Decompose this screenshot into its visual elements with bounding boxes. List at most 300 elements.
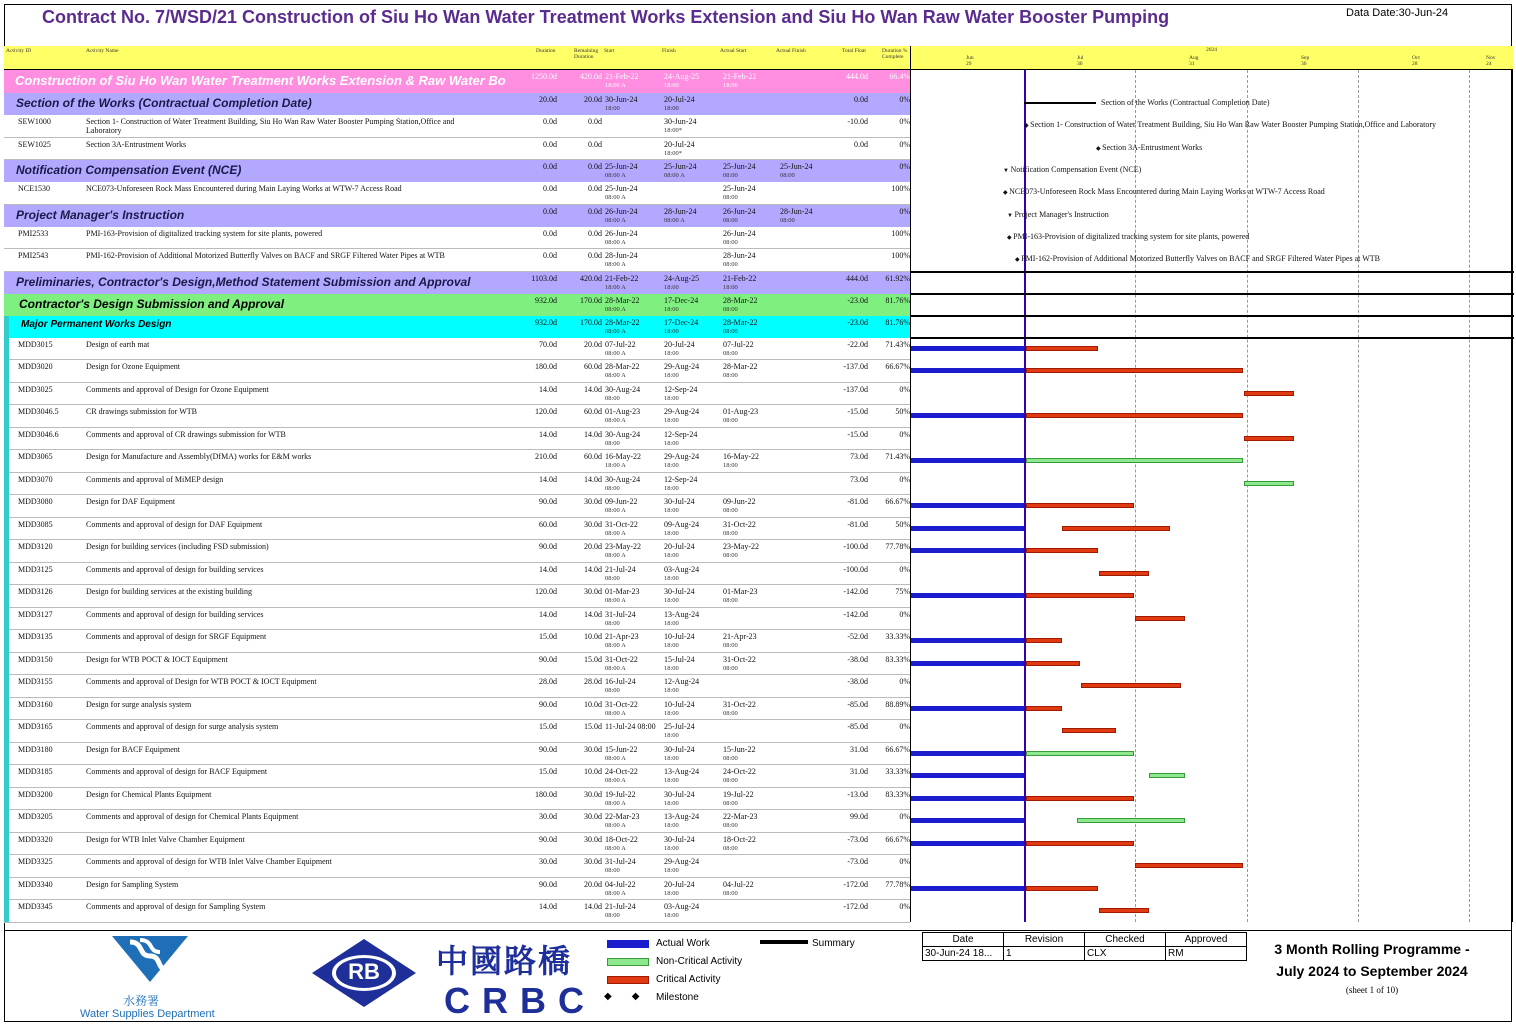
- cell-start-time: 08:00: [605, 867, 620, 874]
- cell-rem: 170.0d: [580, 295, 602, 305]
- actual-work-bar[interactable]: [911, 413, 1024, 418]
- noncritical-activity-bar[interactable]: [1244, 481, 1294, 486]
- cell-start-time: 08:00 A: [605, 529, 626, 537]
- critical-activity-bar[interactable]: [1062, 526, 1170, 531]
- cell-dur: 90.0d: [539, 699, 557, 709]
- cell-start: 09-Jun-22: [605, 497, 638, 506]
- cell-finish: 30-Jul-24: [664, 587, 695, 596]
- cell-astart-time: 08:00: [723, 216, 738, 224]
- table-row[interactable]: [4, 878, 910, 901]
- legend-actual-swatch: [607, 940, 649, 948]
- cell-finish: 24-Aug-25: [664, 72, 700, 81]
- cell-finish-time: 18:00: [664, 687, 679, 694]
- cell-start-time: 08:00 A: [605, 261, 626, 268]
- cell-start: 21-Apr-23: [605, 632, 639, 641]
- cell-rem: 20.0d: [584, 339, 602, 349]
- actual-work-bar[interactable]: [911, 346, 1024, 351]
- activity-name: Comments and approval of MiMEP design: [86, 474, 224, 484]
- cell-pct: 50%: [895, 519, 910, 529]
- cell-float: -73.0d: [847, 834, 868, 844]
- cell-astart: 19-Jul-22: [723, 789, 754, 799]
- table-row[interactable]: [4, 563, 910, 586]
- table-row[interactable]: [4, 338, 910, 361]
- programme-title-line1: 3 Month Rolling Programme -: [1274, 941, 1470, 957]
- table-row[interactable]: [4, 608, 910, 631]
- table-row[interactable]: [4, 675, 910, 698]
- col-pct-complete[interactable]: Duration % Complete: [882, 48, 908, 60]
- cell-float: -172.0d: [843, 879, 868, 889]
- table-row[interactable]: [4, 720, 910, 743]
- critical-activity-bar[interactable]: [1099, 571, 1149, 576]
- cell-astart: 21-Feb-22: [723, 72, 757, 81]
- cell-start-time: 18:00 A: [605, 462, 626, 469]
- critical-activity-bar[interactable]: [1026, 593, 1134, 598]
- wbs-indent-bar: [4, 316, 9, 922]
- cell-float: -142.0d: [843, 587, 868, 596]
- activity-id: MDD3046.6: [18, 429, 59, 439]
- gantt-bar-label: Section 3A-Entrustment Works: [1102, 142, 1203, 152]
- cell-pct: 71.43%: [885, 339, 910, 349]
- cell-pct: 0%: [899, 206, 910, 216]
- cell-start: 28-Mar-22: [605, 362, 640, 371]
- table-row[interactable]: [4, 540, 910, 563]
- cell-finish-time: 18:00: [664, 417, 679, 424]
- cell-start: 25-Jun-24: [605, 162, 638, 171]
- critical-activity-bar[interactable]: [1026, 886, 1098, 891]
- gantt-separator: [911, 271, 1514, 273]
- actual-work-bar[interactable]: [911, 818, 1024, 823]
- cell-astart-time: 08:00: [723, 327, 738, 335]
- table-row[interactable]: [4, 360, 910, 383]
- cell-dur: 14.0d: [539, 902, 557, 911]
- cell-finish-time: 18:00: [664, 732, 679, 739]
- gantt-label: [1003, 165, 1141, 174]
- critical-activity-bar[interactable]: [1026, 661, 1080, 666]
- table-row[interactable]: [4, 138, 910, 161]
- table-row[interactable]: [4, 900, 910, 923]
- cell-rem: 0.0d: [588, 251, 602, 260]
- actual-work-bar[interactable]: [911, 841, 1024, 846]
- cell-pct: 66.67%: [885, 744, 910, 754]
- activity-name: Design for building services (including FSD submission): [86, 542, 269, 551]
- cell-finish: 28-Jun-24: [664, 206, 697, 216]
- col-total-float[interactable]: Total Float: [842, 48, 866, 54]
- critical-activity-bar[interactable]: [1081, 683, 1181, 688]
- table-row[interactable]: [4, 810, 910, 833]
- cell-finish: 24-Aug-25: [664, 273, 700, 283]
- critical-activity-bar[interactable]: [1244, 436, 1294, 441]
- table-row[interactable]: [4, 249, 910, 272]
- cell-pct: 0%: [899, 117, 910, 126]
- cell-rem: 0.0d: [588, 206, 602, 216]
- table-row[interactable]: [4, 743, 910, 766]
- milestone-icon: ◆: [1024, 123, 1031, 130]
- cell-start-time: 08:00 A: [605, 417, 626, 424]
- cell-astart-time: 08:00: [723, 417, 738, 424]
- cell-pct: 66.4%: [889, 72, 910, 81]
- cell-astart: 22-Mar-23: [723, 812, 758, 821]
- cell-astart-time: 08:00: [723, 754, 738, 762]
- cell-astart: 25-Jun-24: [723, 162, 756, 171]
- cell-dur: 180.0d: [535, 362, 557, 371]
- col-start[interactable]: Start: [604, 48, 615, 54]
- rb-mark: RB: [348, 959, 380, 984]
- cell-rem: 20.0d: [584, 542, 602, 551]
- table-row[interactable]: [4, 473, 910, 496]
- actual-work-bar[interactable]: [911, 706, 1024, 711]
- legend-milestone-icon: ◆ ◆: [604, 991, 640, 1002]
- cell-finish-time: 18:00: [664, 709, 679, 717]
- col-finish[interactable]: Finish: [662, 48, 676, 54]
- cell-start: 31-Jul-24: [605, 857, 636, 866]
- cell-astart-time: 08:00: [723, 642, 738, 649]
- cell-finish: 10-Jul-24: [664, 632, 695, 641]
- cell-dur: 28.0d: [539, 677, 557, 686]
- gantt-label: [1003, 187, 1325, 196]
- cell-rem: 10.0d: [584, 699, 602, 709]
- table-row[interactable]: [4, 115, 910, 138]
- activity-name: Comments and approval of Design for Ozone Equipment: [86, 384, 269, 394]
- activity-name: Comments and approval of design for DAF Equipment: [86, 519, 263, 529]
- cell-astart-time: 08:00: [723, 597, 738, 604]
- cell-start: 24-Oct-22: [605, 767, 638, 776]
- cell-rem: 0.0d: [588, 139, 602, 149]
- activity-id: MDD3135: [18, 632, 53, 641]
- cell-start: 30-Jun-24: [605, 95, 638, 104]
- table-row[interactable]: [4, 428, 910, 451]
- timeline-week: 29: [966, 61, 972, 67]
- col-actual-start[interactable]: Actual Start: [720, 48, 747, 54]
- cell-astart: 09-Jun-22: [723, 497, 756, 506]
- cell-finish-time: 18:00: [664, 844, 679, 852]
- cell-pct: 88.89%: [885, 699, 910, 709]
- timeline-year: 2024: [1206, 47, 1217, 53]
- rev-header-checked: Checked: [1085, 933, 1166, 947]
- cell-astart: 15-Jun-22: [723, 744, 756, 754]
- cell-start-time: 08:00 A: [605, 327, 626, 335]
- table-row[interactable]: [4, 653, 910, 676]
- actual-work-bar[interactable]: [911, 661, 1024, 666]
- cell-finish-time: 18:00: [664, 889, 679, 897]
- milestone-icon: ◆: [1096, 145, 1103, 152]
- cell-astart-time: 08:00: [723, 305, 738, 313]
- cell-finish: 25-Jun-24: [664, 162, 697, 171]
- cell-dur: 0.0d: [543, 251, 557, 260]
- cell-dur: 120.0d: [535, 587, 557, 596]
- gantt-bar-label: Section 1- Construction of Water Treatment Building, Siu Ho Wan Raw Water Booster Pumping Station,Office and Laboratory: [1030, 120, 1436, 130]
- timeline-month: Nov: [1486, 55, 1496, 61]
- cell-astart-time: 08:00: [723, 372, 738, 379]
- wsd-english-name: Water Supplies Department: [80, 1008, 215, 1020]
- cell-dur: 932.0d: [535, 295, 557, 305]
- cell-finish: 12-Aug-24: [664, 677, 700, 686]
- table-row[interactable]: [4, 833, 910, 856]
- col-activity-id[interactable]: Activity ID: [6, 48, 32, 54]
- cell-start: 31-Oct-22: [605, 699, 638, 709]
- table-row[interactable]: [4, 450, 910, 473]
- cell-rem: 420.0d: [580, 273, 602, 283]
- table-row[interactable]: [4, 765, 910, 788]
- col-actual-finish[interactable]: Actual Finish: [776, 48, 806, 54]
- cell-float: 31.0d: [850, 744, 868, 754]
- cell-pct: 33.33%: [885, 767, 910, 776]
- table-row[interactable]: [4, 227, 910, 250]
- cell-pct: 0%: [899, 609, 910, 619]
- cell-pct: 61.92%: [885, 273, 910, 283]
- cell-start: 01-Aug-23: [605, 407, 641, 416]
- cell-float: -10.0d: [847, 117, 868, 126]
- cell-astart: 01-Aug-23: [723, 407, 759, 416]
- wbs-title: Notification Compensation Event (NCE): [16, 163, 242, 177]
- cell-float: -15.0d: [847, 407, 868, 416]
- critical-activity-bar[interactable]: [1135, 616, 1185, 621]
- cell-start-time: 18:00: [605, 105, 620, 112]
- table-row[interactable]: [4, 182, 910, 205]
- actual-work-bar[interactable]: [911, 368, 1024, 373]
- gantt-label: [1015, 254, 1380, 263]
- critical-activity-bar[interactable]: [1026, 503, 1134, 508]
- cell-finish-time: 18:00: [664, 822, 679, 829]
- cell-astart-time: 18:00: [723, 462, 738, 469]
- table-row[interactable]: [4, 518, 910, 541]
- activity-name: Design for BACF Equipment: [86, 744, 180, 754]
- wbs-row[interactable]: [4, 316, 910, 338]
- activity-name: Comments and approval of design for surge analysis system: [86, 722, 279, 731]
- gridline-aug: [1135, 70, 1137, 922]
- cell-start: 16-Jul-24: [605, 677, 636, 686]
- critical-activity-bar[interactable]: [1026, 706, 1062, 711]
- actual-work-bar[interactable]: [911, 593, 1024, 598]
- cell-pct: 0%: [899, 95, 910, 104]
- cell-dur: 70.0d: [539, 339, 557, 349]
- critical-activity-bar[interactable]: [1026, 638, 1062, 643]
- cell-finish: 30-Jun-24: [664, 117, 697, 126]
- sheet-number: (sheet 1 of 10): [1345, 985, 1399, 995]
- activity-id: MDD3015: [18, 339, 53, 349]
- cell-float: -100.0d: [843, 564, 868, 574]
- actual-work-bar[interactable]: [911, 548, 1024, 553]
- cell-finish: 30-Jul-24: [664, 834, 695, 844]
- actual-work-bar[interactable]: [911, 458, 1024, 463]
- actual-work-bar[interactable]: [911, 796, 1024, 801]
- cell-float: -172.0d: [843, 902, 868, 911]
- rev-approved: RM: [1166, 947, 1247, 961]
- actual-work-bar[interactable]: [911, 751, 1024, 756]
- summary-bar[interactable]: [1024, 102, 1096, 104]
- cell-finish-time: 18:00: [664, 372, 679, 379]
- cell-float: -81.0d: [847, 519, 868, 529]
- table-row[interactable]: [4, 405, 910, 428]
- actual-work-bar[interactable]: [911, 773, 1024, 778]
- wbs-title: Project Manager's Instruction: [16, 207, 185, 222]
- activity-id: MDD3070: [18, 474, 53, 484]
- legend-critical-label: Critical Activity: [656, 974, 721, 985]
- cell-start: 21-Jul-24: [605, 902, 636, 911]
- cell-finish-time: 18:00: [664, 283, 679, 291]
- cell-astart: 21-Apr-23: [723, 632, 757, 641]
- cell-pct: 0%: [899, 677, 910, 686]
- cell-rem: 15.0d: [584, 654, 602, 664]
- cell-dur: 120.0d: [535, 407, 557, 416]
- col-activity-name[interactable]: Activity Name: [86, 48, 119, 54]
- cell-start: 16-May-22: [605, 452, 641, 461]
- actual-work-bar[interactable]: [911, 503, 1024, 508]
- cell-astart: 16-May-22: [723, 452, 759, 461]
- cell-rem: 10.0d: [584, 632, 602, 641]
- cell-start-time: 08:00: [605, 439, 620, 447]
- cell-finish-time: 18:00: [664, 439, 679, 447]
- actual-work-bar[interactable]: [911, 526, 1024, 531]
- cell-finish-time: 18:00: [664, 327, 679, 335]
- cell-float: 31.0d: [850, 767, 868, 776]
- cell-dur: 30.0d: [539, 812, 557, 821]
- table-row[interactable]: [4, 855, 910, 878]
- cell-rem: 30.0d: [584, 834, 602, 844]
- cell-rem: 0.0d: [588, 184, 602, 193]
- cell-rem: 15.0d: [584, 722, 602, 731]
- activity-id: MDD3046.5: [18, 407, 59, 416]
- cell-start-time: 18:00 A: [605, 82, 626, 89]
- activity-table: [4, 70, 910, 922]
- noncritical-activity-bar[interactable]: [1026, 458, 1243, 463]
- timeline-week: 30: [1301, 61, 1307, 67]
- noncritical-activity-bar[interactable]: [1077, 818, 1185, 823]
- noncritical-activity-bar[interactable]: [1026, 751, 1134, 756]
- critical-activity-bar[interactable]: [1244, 391, 1294, 396]
- wbs-row[interactable]: [4, 70, 910, 93]
- critical-activity-bar[interactable]: [1026, 796, 1134, 801]
- cell-dur: 90.0d: [539, 497, 557, 506]
- cell-dur: 1103.0d: [531, 273, 557, 283]
- table-row[interactable]: [4, 495, 910, 518]
- cell-finish: 29-Aug-24: [664, 857, 700, 866]
- cell-start-time: 08:00 A: [605, 216, 626, 224]
- actual-work-bar[interactable]: [911, 886, 1024, 891]
- activity-name: Design of earth mat: [86, 339, 150, 349]
- cell-finish: 09-Aug-24: [664, 519, 700, 529]
- cell-dur: 60.0d: [539, 519, 557, 529]
- cell-astart-time: 08:00: [723, 194, 738, 201]
- cell-dur: 0.0d: [543, 228, 557, 238]
- cell-finish: 30-Jul-24: [664, 497, 695, 506]
- col-remaining[interactable]: Remaining Duration: [574, 48, 599, 60]
- cell-pct: 83.33%: [885, 789, 910, 799]
- programme-title-line2: July 2024 to September 2024: [1276, 963, 1468, 979]
- cell-astart: 31-Oct-22: [723, 654, 756, 664]
- activity-id: SEW1025: [18, 139, 51, 149]
- legend-noncritical-label: Non-Critical Activity: [656, 956, 743, 967]
- actual-work-bar[interactable]: [911, 638, 1024, 643]
- table-row[interactable]: [4, 585, 910, 608]
- activity-name: Comments and approval of Design for WTB POCT & IOCT Equipment: [86, 677, 317, 686]
- cell-start: 30-Aug-24: [605, 429, 641, 439]
- critical-activity-bar[interactable]: [1135, 863, 1243, 868]
- cell-pct: 81.76%: [885, 295, 910, 305]
- wbs-row[interactable]: [4, 272, 910, 294]
- cell-float: 73.0d: [850, 474, 868, 484]
- cell-astart-time: 08:00: [723, 172, 738, 179]
- cell-pct: 81.76%: [885, 317, 910, 327]
- cell-float: 73.0d: [850, 452, 868, 461]
- critical-activity-bar[interactable]: [1026, 413, 1243, 418]
- cell-rem: 420.0d: [580, 72, 602, 81]
- data-date: Data Date:30-Jun-24: [1346, 7, 1449, 19]
- cell-start-time: 08:00 A: [605, 552, 626, 559]
- cell-start: 11-Jul-24 08:00: [605, 722, 656, 731]
- activity-id: MDD3165: [18, 722, 53, 731]
- cell-start: 28-Mar-22: [605, 317, 640, 327]
- cell-float: -38.0d: [847, 677, 868, 686]
- critical-activity-bar[interactable]: [1026, 368, 1243, 373]
- cell-dur: 210.0d: [535, 452, 557, 461]
- cell-finish: 10-Jul-24: [664, 699, 695, 709]
- activity-id: MDD3200: [18, 789, 53, 799]
- activity-id: MDD3155: [18, 677, 53, 686]
- activity-id: MDD3120: [18, 542, 53, 551]
- noncritical-activity-bar[interactable]: [1149, 773, 1185, 778]
- activity-id: SEW1000: [18, 117, 51, 126]
- cell-dur: 0.0d: [543, 162, 557, 171]
- cell-pct: 0%: [899, 857, 910, 866]
- cell-start: 04-Jul-22: [605, 879, 636, 889]
- critical-activity-bar[interactable]: [1026, 548, 1098, 553]
- cell-pct: 100%: [891, 251, 910, 260]
- summary-marker-icon: ▼: [1007, 212, 1015, 219]
- wbs-row[interactable]: [4, 160, 910, 182]
- table-row[interactable]: [4, 788, 910, 811]
- legend-noncritical-swatch: [607, 958, 649, 966]
- cell-start: 30-Aug-24: [605, 474, 641, 484]
- cell-start-time: 08:00 A: [605, 889, 626, 897]
- wsd-emblem-icon: [110, 934, 190, 984]
- cell-astart: 07-Jul-22: [723, 339, 754, 349]
- wbs-row[interactable]: [4, 205, 910, 227]
- critical-activity-bar[interactable]: [1026, 346, 1098, 351]
- rev-checked: CLX: [1085, 947, 1166, 961]
- activity-name: PMI-162-Provision of Additional Motorized Butterfly Valves on BACF and SRGF Filtered Water Pipes at WTB: [86, 251, 445, 260]
- activity-id: MDD3150: [18, 654, 53, 664]
- table-row[interactable]: [4, 698, 910, 721]
- activity-id: MDD3340: [18, 879, 53, 889]
- critical-activity-bar[interactable]: [1062, 728, 1116, 733]
- gantt-bar-label: PMI-163-Provision of digitalized tracking system for site plants, powered: [1013, 231, 1250, 241]
- col-duration[interactable]: Duration: [536, 48, 556, 54]
- cell-pct: 75%: [895, 587, 910, 596]
- timeline-week: 24: [1486, 61, 1492, 67]
- wbs-row[interactable]: [4, 294, 910, 316]
- critical-activity-bar[interactable]: [1026, 841, 1134, 846]
- critical-activity-bar[interactable]: [1099, 908, 1149, 913]
- cell-start: 21-Feb-22: [605, 72, 639, 81]
- cell-pct: 50%: [895, 407, 910, 416]
- table-row[interactable]: [4, 630, 910, 653]
- cell-start-time: 08:00 A: [605, 305, 626, 313]
- cell-float: -23.0d: [847, 295, 868, 305]
- cell-astart-time: 08:00: [723, 552, 738, 559]
- cell-rem: 14.0d: [584, 564, 602, 574]
- wbs-title: Construction of Siu Ho Wan Water Treatment Works Extension & Raw Water Bo: [15, 73, 506, 88]
- cell-rem: 14.0d: [584, 474, 602, 484]
- cell-rem: 0.0d: [588, 162, 602, 171]
- wbs-row[interactable]: [4, 93, 910, 115]
- cell-start: 15-Jun-22: [605, 744, 638, 754]
- table-row[interactable]: [4, 383, 910, 406]
- cell-finish-time: 18:00: [664, 462, 679, 469]
- cell-start: 31-Jul-24: [605, 609, 636, 619]
- activity-id: MDD3185: [18, 767, 53, 776]
- cell-finish-time: 08:00 A: [664, 172, 685, 179]
- cell-start: 25-Jun-24: [605, 184, 638, 193]
